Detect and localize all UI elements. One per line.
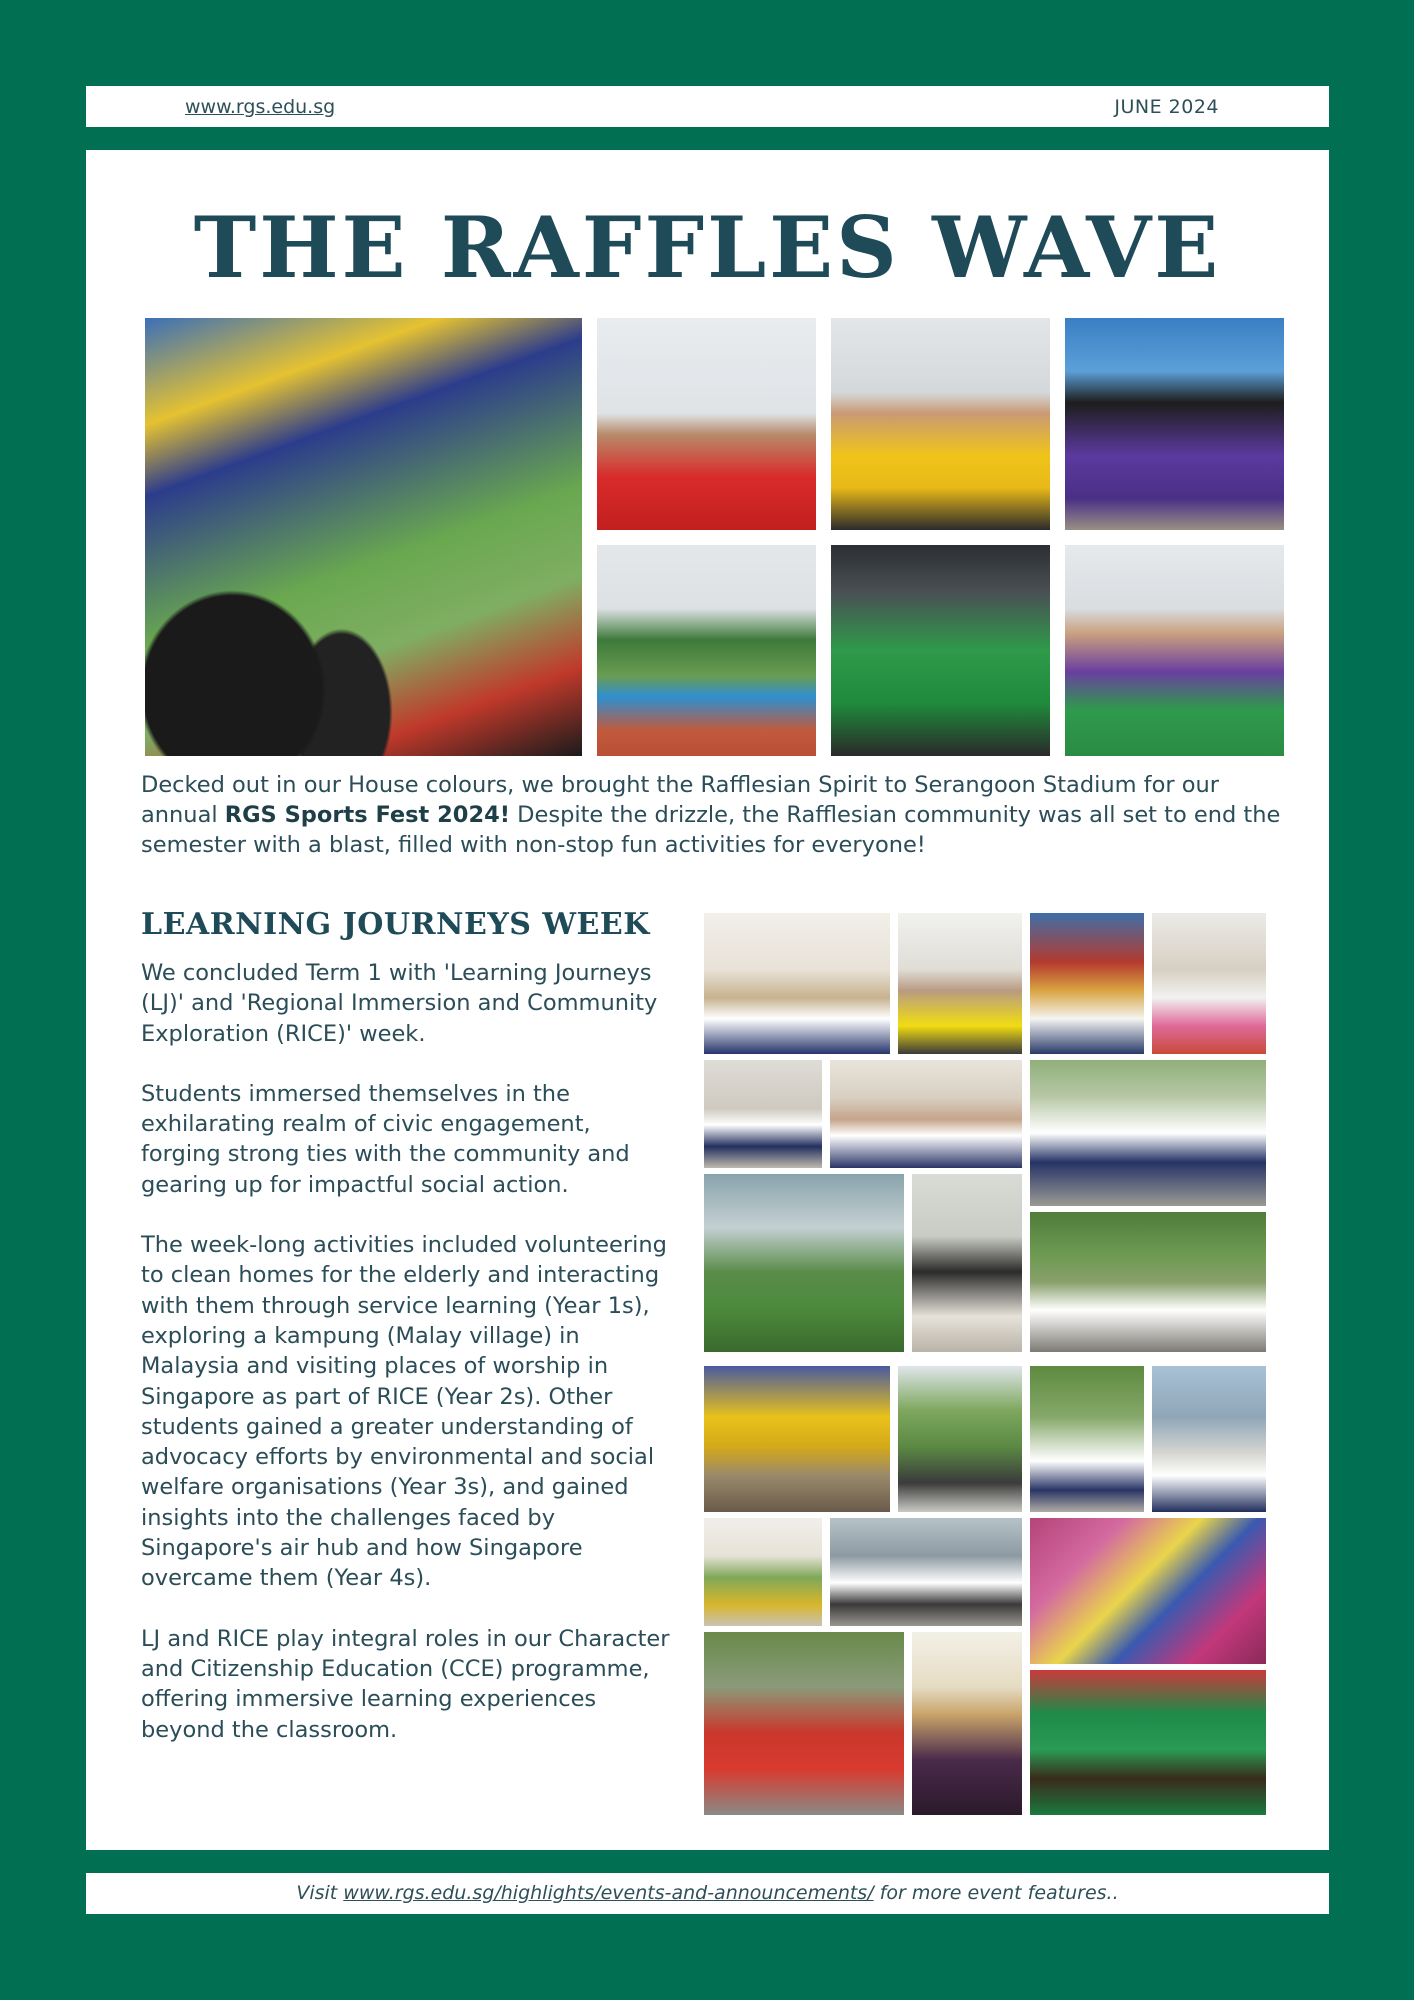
lj-photo-red-group bbox=[704, 1632, 904, 1815]
issue-date: JUNE 2024 bbox=[1114, 96, 1219, 118]
sports-fest-photo-trophy bbox=[1065, 545, 1284, 756]
lj-photo-tree-visit bbox=[1030, 1366, 1144, 1512]
header-bar bbox=[86, 86, 1329, 127]
lj-photo-traditional-costume bbox=[912, 1632, 1022, 1815]
lj-photo-service-learning bbox=[898, 913, 1022, 1054]
sports-fest-photo-selfie bbox=[597, 318, 816, 530]
sports-fest-photo-purple-house bbox=[1065, 318, 1284, 530]
lj-photo-students-courtyard bbox=[1030, 1060, 1266, 1206]
lj-photo-waterfront-group bbox=[830, 1518, 1022, 1626]
lj-photo-heritage-house bbox=[1030, 913, 1144, 1054]
lj-paragraph: Students immersed themselves in the exhilarating realm of civic engagement, forging strong ties with the community and gearing up for impactful social action. bbox=[141, 1080, 630, 1198]
intro-text-end: Despite the drizzle, the Rafflesian community was all set to end the semester with a blast, filled with non-stop fun activities for everyone! bbox=[141, 802, 1281, 858]
learning-journeys-body bbox=[141, 958, 671, 1775]
lj-photo-greenhouse bbox=[704, 1174, 904, 1352]
lj-photo-cleaning bbox=[704, 1060, 822, 1168]
footer-suffix: for more event features.. bbox=[873, 1882, 1119, 1904]
lj-photo-food-sharing bbox=[1030, 1670, 1266, 1815]
website-link[interactable]: www.rgs.edu.sg bbox=[185, 96, 336, 118]
sports-fest-photo-cheering-yellow bbox=[831, 318, 1050, 530]
events-link[interactable]: www.rgs.edu.sg/highlights/events-and-announcements/ bbox=[343, 1882, 874, 1904]
lj-paragraph: The week-long activities included volunteering to clean homes for the elderly and interacting with them through service learning (Year 1s), exploring a kampung (Malay village) in Malaysia and visiting places of worship in Singapore as part of RICE (Year 2s). Other students gained a greater understanding of advocacy efforts by environmental and social welfare organisations (Year 3s), and gained insights into the challenges faced by Singapore's air hub and how Singapore overcame them (Year 4s). bbox=[141, 1232, 667, 1592]
sports-fest-photo-stands bbox=[145, 318, 582, 756]
lj-photo-group-elderly bbox=[830, 1060, 1022, 1168]
newsletter-title: THE RAFFLES WAVE bbox=[193, 198, 1222, 297]
footer-prefix: Visit bbox=[296, 1882, 344, 1904]
footer-bar bbox=[86, 1873, 1329, 1914]
lj-photo-craft-table bbox=[1152, 913, 1266, 1054]
lj-photo-elderly-visit bbox=[704, 913, 890, 1054]
lj-photo-mural bbox=[704, 1518, 822, 1626]
sports-fest-photo-green-house bbox=[831, 545, 1050, 756]
lj-photo-skyscraper bbox=[1152, 1366, 1266, 1512]
intro-highlight: RGS Sports Fest 2024! bbox=[224, 802, 511, 828]
lj-photo-batik-fans bbox=[1030, 1518, 1266, 1664]
lj-paragraph: We concluded Term 1 with 'Learning Journeys (LJ)' and 'Regional Immersion and Community Exploration (RICE)' week. bbox=[141, 960, 658, 1047]
lj-paragraph: LJ and RICE play integral roles in our Character and Citizenship Education (CCE) programme, offering immersive learning experiences beyond the classroom. bbox=[141, 1625, 670, 1743]
lj-photo-indoor-visit bbox=[912, 1174, 1022, 1352]
lj-photo-classroom-yellow bbox=[704, 1366, 890, 1512]
intro-text-start: Decked out in our House colours, we brought the Rafflesian Spirit to Serangoon Stadium for our annual bbox=[141, 772, 1220, 828]
lj-photo-palm-trees bbox=[898, 1366, 1022, 1512]
lj-photo-park-group bbox=[1030, 1212, 1266, 1352]
sports-fest-intro bbox=[141, 770, 1281, 860]
sports-fest-photo-cheerleaders bbox=[597, 545, 816, 756]
learning-journeys-heading: LEARNING JOURNEYS WEEK bbox=[141, 907, 650, 942]
newsletter-panel bbox=[86, 150, 1329, 1850]
